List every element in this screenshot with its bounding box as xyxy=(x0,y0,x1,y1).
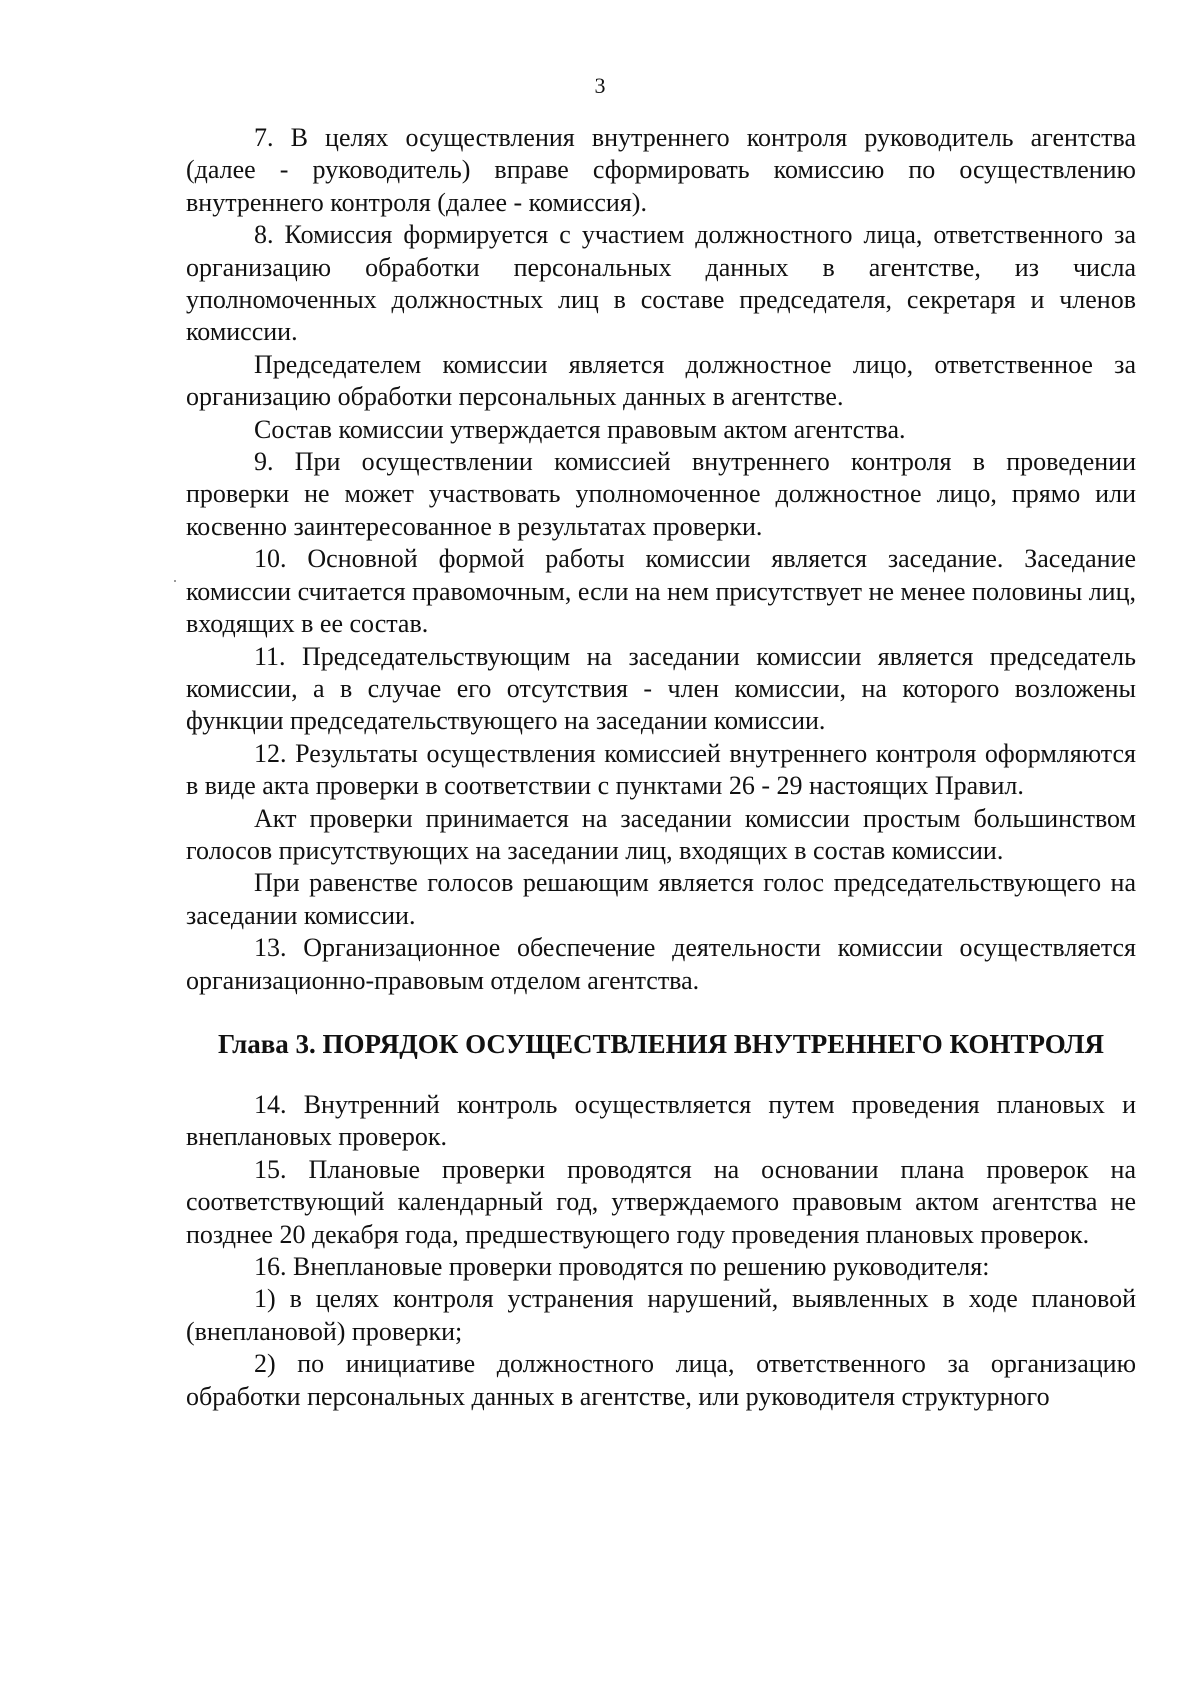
paragraph-9: 9. При осуществлении комиссией внутреннего контроля в проведении проверки не может участвовать уполномоченное должностное лицо, прямо или косвенно заинтересованное в результатах проверки. xyxy=(186,447,1136,541)
list-item-2: 2) по инициативе должностного лица, ответственного за организацию обработки персональных данных в агентстве, или руководителя структурного xyxy=(186,1349,1136,1411)
paragraph-12-act: Акт проверки принимается на заседании комиссии простым большинством голосов присутствующих на заседании лиц, входящих в состав комиссии. xyxy=(186,803,1136,865)
paragraph-14: 14. Внутренний контроль осуществляется путем проведения плановых и внеплановых проверок. xyxy=(186,1089,1136,1152)
list-item-1: 1) в целях контроля устранения нарушений, выявленных в ходе плановой (внеплановой) проверки; xyxy=(186,1284,1136,1346)
paragraph-12: 12. Результаты осуществления комиссией внутреннего контроля оформляются в виде акта проверки в соответствии с пунктами 26 - 29 настоящих Правил. xyxy=(186,738,1136,801)
paragraph-8: 8. Комиссия формируется с участием должностного лица, ответственного за организацию обработки персональных данных в агентстве, из числа уполномоченных должностных лиц в составе председателя, секретаря и членов комиссии. xyxy=(186,220,1136,347)
margin-dot xyxy=(174,580,176,582)
paragraph-8-chair: Председателем комиссии является должностное лицо, ответственное за организацию обработки персональных данных в агентстве. xyxy=(186,349,1136,412)
paragraph-10: 10. Основной формой работы комиссии является заседание. Заседание комиссии считается правомочным, если на нем присутствует не менее половины лиц, входящих в ее состав. xyxy=(186,544,1136,639)
page-number: 3 xyxy=(594,73,606,98)
chapter-heading: Глава 3. ПОРЯДОК ОСУЩЕСТВЛЕНИЯ ВНУТРЕННЕГО КОНТРОЛЯ xyxy=(217,1028,1105,1059)
paragraph-7: 7. В целях осуществления внутреннего контроля руководитель агентства (далее - руководитель) вправе сформировать комиссию по осуществлению внутреннего контроля (далее - комиссия). xyxy=(186,123,1136,217)
paragraph-11: 11. Председательствующим на заседании комиссии является председатель комиссии, а в случае его отсутствия - член комиссии, на которого возложены функции председательствующего на заседании комиссии. xyxy=(186,641,1136,736)
paragraph-15: 15. Плановые проверки проводятся на основании плана проверок на соответствующий календарный год, утверждаемого правовым актом агентства не позднее 20 декабря года, предшествующего году проведения плановых проверок. xyxy=(186,1154,1136,1249)
paragraph-8-composition: Состав комиссии утверждается правовым актом агентства. xyxy=(254,414,906,444)
paragraph-13: 13. Организационное обеспечение деятельности комиссии осуществляется организационно-правовым отделом агентства. xyxy=(186,933,1136,995)
document-body xyxy=(186,122,1136,1413)
paragraph-12-tie: При равенстве голосов решающим является голос председательствующего на заседании комиссии. xyxy=(186,868,1136,930)
paragraph-16: 16. Внеплановые проверки проводятся по решению руководителя: xyxy=(254,1252,990,1281)
